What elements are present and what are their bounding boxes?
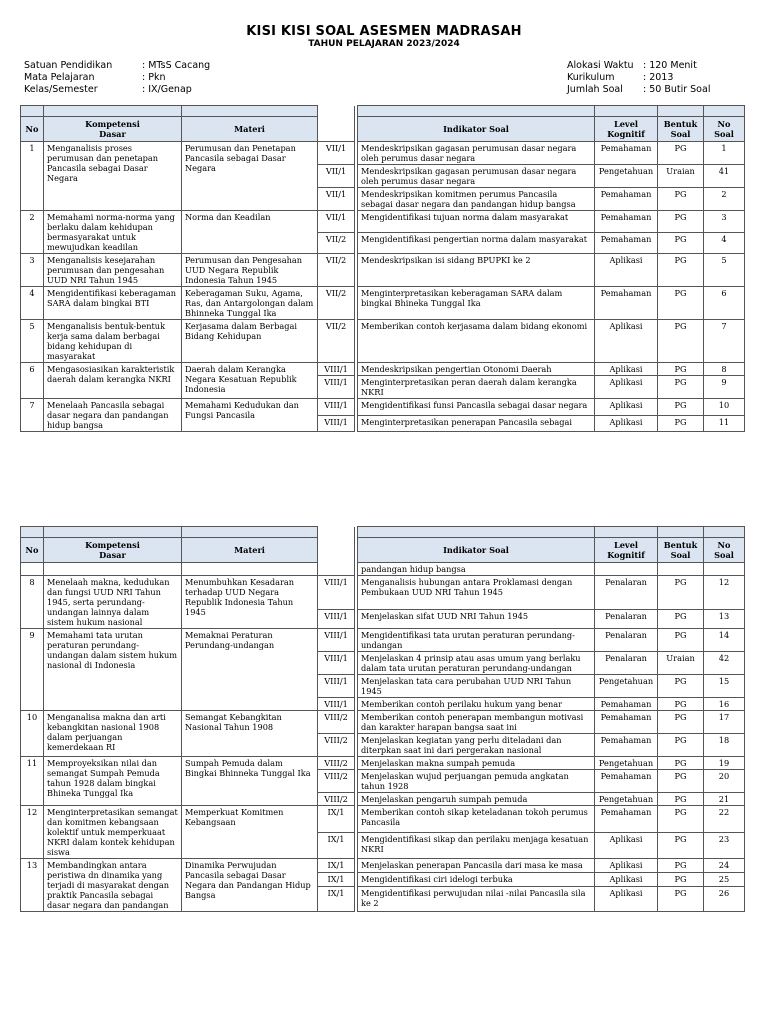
col-header-line: Dasar bbox=[99, 129, 126, 139]
bentuk-soal: PG bbox=[658, 675, 704, 698]
bentuk-soal: Uraian bbox=[658, 652, 704, 675]
level-kognitif: Pemahaman bbox=[595, 232, 658, 254]
meta-info-left bbox=[24, 60, 210, 96]
meta-value: : IX/Genap bbox=[142, 84, 192, 95]
col-header-line: Level bbox=[613, 540, 639, 550]
level-kognitif: Pengetahuan bbox=[595, 793, 658, 806]
bentuk-soal: PG bbox=[658, 376, 704, 399]
kompetensi-dasar: Menganalisis kesejarahan perumusan dan pengesahan UUD NRI Tahun 1945 bbox=[44, 254, 182, 287]
nomor-soal: 14 bbox=[704, 629, 745, 652]
nomor-soal: 8 bbox=[704, 363, 745, 376]
nomor-soal: 4 bbox=[704, 232, 745, 254]
table-header-spacer bbox=[21, 527, 745, 538]
table-row bbox=[21, 142, 745, 165]
kelas-semester: VIII/2 bbox=[318, 734, 355, 757]
materi: Sumpah Pemuda dalam Bingkai Bhinneka Tunggal Ika bbox=[182, 757, 318, 806]
meta-value: : MTsS Cacang bbox=[142, 60, 211, 71]
materi: Dinamika Perwujudan Pancasila sebagai Dasar Negara dan Pandangan Hidup Bangsa bbox=[182, 859, 318, 912]
col-header-line: Kognitif bbox=[607, 550, 645, 560]
bentuk-soal: PG bbox=[658, 399, 704, 416]
kelas-semester: VIII/1 bbox=[318, 363, 355, 376]
col-header-kelas-blank bbox=[318, 117, 355, 142]
kompetensi-dasar: Mengidentifikasi keberagaman SARA dalam bingkai BTI bbox=[44, 287, 182, 320]
indikator-soal: Menjelaskan wujud perjuangan pemuda angkatan tahun 1928 bbox=[358, 770, 595, 793]
indikator-soal: Mengidentifikasi pengertian norma dalam masyarakat bbox=[358, 232, 595, 254]
kompetensi-dasar: Menganalisis bentuk-bentuk kerja sama dalam berbagai bidang kehidupan di masyarakat bbox=[44, 320, 182, 363]
nomor-soal: 1 bbox=[704, 142, 745, 165]
meta-row-alokasi bbox=[567, 60, 710, 72]
nomor-soal: 17 bbox=[704, 711, 745, 734]
level-kognitif: Pemahaman bbox=[595, 211, 658, 233]
bentuk-soal: PG bbox=[658, 832, 704, 859]
col-header-line: Soal bbox=[714, 550, 734, 560]
nomor-soal: 41 bbox=[704, 165, 745, 188]
kelas-semester: VII/1 bbox=[318, 188, 355, 211]
kelas-semester: VII/2 bbox=[318, 232, 355, 254]
kelas-semester: VII/2 bbox=[318, 320, 355, 363]
kelas-semester: VIII/1 bbox=[318, 399, 355, 416]
meta-info-right bbox=[567, 60, 710, 96]
level-kognitif: Pemahaman bbox=[595, 806, 658, 833]
kd-number: 3 bbox=[21, 254, 44, 287]
kompetensi-dasar: Mengasosiasikan karakteristik daerah dalam kerangka NKRI bbox=[44, 363, 182, 399]
materi: Semangat Kebangkitan Nasional Tahun 1908 bbox=[182, 711, 318, 757]
level-kognitif: Aplikasi bbox=[595, 399, 658, 416]
continuation-row bbox=[21, 563, 745, 576]
level-kognitif: Pemahaman bbox=[595, 734, 658, 757]
col-header-line: Dasar bbox=[99, 550, 126, 560]
kd-number: 7 bbox=[21, 399, 44, 432]
col-header-nosoal bbox=[704, 117, 745, 142]
nomor-soal: 12 bbox=[704, 576, 745, 610]
indikator-soal: Mengidentifikasi perwujudan nilai -nilai Pancasila sila ke 2 bbox=[358, 887, 595, 912]
bentuk-soal: Uraian bbox=[658, 165, 704, 188]
level-kognitif: Aplikasi bbox=[595, 376, 658, 399]
kd-number: 9 bbox=[21, 629, 44, 711]
kelas-semester: VIII/1 bbox=[318, 609, 355, 628]
meta-value: : Pkn bbox=[142, 72, 166, 83]
nomor-soal: 11 bbox=[704, 415, 745, 432]
col-header-bentuk bbox=[658, 117, 704, 142]
nomor-soal: 16 bbox=[704, 698, 745, 711]
nomor-soal: 2 bbox=[704, 188, 745, 211]
table-row bbox=[21, 399, 745, 416]
nomor-soal: 24 bbox=[704, 859, 745, 873]
indikator-continuation: pandangan hidup bangsa bbox=[358, 563, 595, 576]
indikator-soal: Mendeskripsikan isi sidang BPUPKI ke 2 bbox=[358, 254, 595, 287]
nomor-soal: 26 bbox=[704, 887, 745, 912]
indikator-soal: Memberikan contoh penerapan membangun motivasi dan karakter harapan bangsa saat ini bbox=[358, 711, 595, 734]
kompetensi-dasar: Menganalisis proses perumusan dan penetapan Pancasila sebagai Dasar Negara bbox=[44, 142, 182, 211]
bentuk-soal: PG bbox=[658, 363, 704, 376]
col-header-materi: Materi bbox=[182, 117, 318, 142]
bentuk-soal: PG bbox=[658, 211, 704, 233]
kd-number: 8 bbox=[21, 576, 44, 629]
kelas-semester: VIII/1 bbox=[318, 652, 355, 675]
indikator-soal: Menganalisis hubungan antara Proklamasi dengan Pembukaan UUD NRI Tahun 1945 bbox=[358, 576, 595, 610]
bentuk-soal: PG bbox=[658, 254, 704, 287]
table-row bbox=[21, 363, 745, 376]
nomor-soal: 15 bbox=[704, 675, 745, 698]
document-subtitle: TAHUN PELAJARAN 2023/2024 bbox=[308, 39, 460, 49]
indikator-soal: Mengidentifikasi tata urutan peraturan perundang-undangan bbox=[358, 629, 595, 652]
kd-number: 6 bbox=[21, 363, 44, 399]
indikator-soal: Menjelaskan penerapan Pancasila dari masa ke masa bbox=[358, 859, 595, 873]
kelas-semester: VIII/2 bbox=[318, 770, 355, 793]
nomor-soal: 13 bbox=[704, 609, 745, 628]
indikator-soal: Menjelaskan 4 prinsip atau asas umum yang berlaku dalam tata urutan peraturan perundang-undangan bbox=[358, 652, 595, 675]
nomor-soal: 42 bbox=[704, 652, 745, 675]
level-kognitif: Pemahaman bbox=[595, 287, 658, 320]
kelas-semester: VIII/1 bbox=[318, 376, 355, 399]
indikator-soal: Memberikan contoh sikap keteladanan tokoh perumus Pancasila bbox=[358, 806, 595, 833]
table-row bbox=[21, 211, 745, 233]
nomor-soal: 6 bbox=[704, 287, 745, 320]
table-row bbox=[21, 859, 745, 873]
bentuk-soal: PG bbox=[658, 873, 704, 887]
meta-row-jumlah bbox=[567, 84, 710, 96]
kelas-semester: VIII/1 bbox=[318, 675, 355, 698]
table-header-row bbox=[21, 117, 745, 142]
bentuk-soal: PG bbox=[658, 859, 704, 873]
nomor-soal: 7 bbox=[704, 320, 745, 363]
indikator-soal: Menginterpretasikan keberagaman SARA dalam bingkai Bhineka Tunggal Ika bbox=[358, 287, 595, 320]
col-header-indikator: Indikator Soal bbox=[358, 538, 595, 563]
bentuk-soal: PG bbox=[658, 415, 704, 432]
materi: Perumusan dan Penetapan Pancasila sebagai Dasar Negara bbox=[182, 142, 318, 211]
col-header-indikator: Indikator Soal bbox=[358, 117, 595, 142]
kelas-semester: VIII/1 bbox=[318, 576, 355, 610]
indikator-soal: Mendeskripsikan komitmen perumus Pancasila sebagai dasar negara dan pandangan hidup bangsa bbox=[358, 188, 595, 211]
kelas-semester: VIII/2 bbox=[318, 757, 355, 770]
meta-row-kurikulum bbox=[567, 72, 710, 84]
kd-number: 1 bbox=[21, 142, 44, 211]
indikator-soal: Memberikan contoh kerjasama dalam bidang ekonomi bbox=[358, 320, 595, 363]
meta-row-kelas bbox=[24, 84, 210, 96]
col-header-nosoal bbox=[704, 538, 745, 563]
kelas-semester: VIII/2 bbox=[318, 711, 355, 734]
level-kognitif: Pemahaman bbox=[595, 698, 658, 711]
indikator-soal: Menjelaskan kegiatan yang perlu diteladani dan diterpkan saat ini dari pergerakan nasional bbox=[358, 734, 595, 757]
kelas-semester: IX/1 bbox=[318, 873, 355, 887]
table-row bbox=[21, 711, 745, 734]
nomor-soal: 10 bbox=[704, 399, 745, 416]
materi: Kerjasama dalam Berbagai Bidang Kehidupan bbox=[182, 320, 318, 363]
nomor-soal: 21 bbox=[704, 793, 745, 806]
table-row bbox=[21, 806, 745, 833]
kompetensi-dasar: Memahami tata urutan peraturan perundang-undangan dalam sistem hukum nasional di Indonesia bbox=[44, 629, 182, 711]
nomor-soal: 9 bbox=[704, 376, 745, 399]
kd-number: 4 bbox=[21, 287, 44, 320]
kd-number: 10 bbox=[21, 711, 44, 757]
level-kognitif: Aplikasi bbox=[595, 254, 658, 287]
indikator-soal: Mendeskripsikan gagasan perumusan dasar negara oleh perumus dasar negara bbox=[358, 142, 595, 165]
nomor-soal: 25 bbox=[704, 873, 745, 887]
kompetensi-dasar: Menelaah makna, kedudukan dan fungsi UUD NRI Tahun 1945, serta perundang-undangan lainnya dalam sistem hukum nasional bbox=[44, 576, 182, 629]
kelas-semester: VII/2 bbox=[318, 287, 355, 320]
col-header-kelas-blank bbox=[318, 538, 355, 563]
table-header-row bbox=[21, 538, 745, 563]
indikator-soal: Menjelaskan pengaruh sumpah pemuda bbox=[358, 793, 595, 806]
nomor-soal: 23 bbox=[704, 832, 745, 859]
bentuk-soal: PG bbox=[658, 698, 704, 711]
table-header-spacer bbox=[21, 106, 745, 117]
indikator-soal: Mendeskripsikan pengertian Otonomi Daerah bbox=[358, 363, 595, 376]
kelas-semester: VIII/1 bbox=[318, 629, 355, 652]
level-kognitif: Aplikasi bbox=[595, 887, 658, 912]
col-header-line: Kompetensi bbox=[85, 540, 140, 550]
bentuk-soal: PG bbox=[658, 629, 704, 652]
col-header-line: Bentuk bbox=[663, 119, 698, 129]
kompetensi-dasar: Memproyeksikan nilai dan semangat Sumpah Pemuda tahun 1928 dalam bingkai Bhineka Tunggal Ika bbox=[44, 757, 182, 806]
meta-value: : 120 Menit bbox=[643, 60, 697, 71]
bentuk-soal: PG bbox=[658, 806, 704, 833]
nomor-soal: 20 bbox=[704, 770, 745, 793]
indikator-soal: Menginterpretasikan peran daerah dalam kerangka NKRI bbox=[358, 376, 595, 399]
col-header-no: No bbox=[21, 117, 44, 142]
col-header-line: No bbox=[717, 119, 731, 129]
kelas-semester: IX/1 bbox=[318, 887, 355, 912]
level-kognitif: Penalaran bbox=[595, 609, 658, 628]
kd-number: 5 bbox=[21, 320, 44, 363]
col-header-line: Bentuk bbox=[663, 540, 698, 550]
bentuk-soal: PG bbox=[658, 734, 704, 757]
materi: Keberagaman Suku, Agama, Ras, dan Antargolongan dalam Bhinneka Tunggal Ika bbox=[182, 287, 318, 320]
level-kognitif: Aplikasi bbox=[595, 832, 658, 859]
kelas-semester: VIII/2 bbox=[318, 793, 355, 806]
kelas-semester: VIII/1 bbox=[318, 415, 355, 432]
table-body bbox=[21, 142, 745, 432]
indikator-soal: Mengidentifikasi sikap dan perilaku menjaga kesatuan NKRI bbox=[358, 832, 595, 859]
meta-key: Mata Pelajaran bbox=[24, 72, 95, 83]
indikator-soal: Mengidentifikasi ciri idelogi terbuka bbox=[358, 873, 595, 887]
meta-key: Kurikulum bbox=[567, 72, 615, 83]
bentuk-soal: PG bbox=[658, 711, 704, 734]
col-header-bentuk bbox=[658, 538, 704, 563]
kisi-table-page-2 bbox=[20, 526, 745, 912]
materi: Memaknai Peraturan Perundang-undangan bbox=[182, 629, 318, 711]
kelas-semester: VII/1 bbox=[318, 211, 355, 233]
nomor-soal: 5 bbox=[704, 254, 745, 287]
meta-row-satuan bbox=[24, 60, 210, 72]
level-kognitif: Aplikasi bbox=[595, 363, 658, 376]
bentuk-soal: PG bbox=[658, 232, 704, 254]
indikator-soal: Menjelaskan sifat UUD NRI Tahun 1945 bbox=[358, 609, 595, 628]
col-header-line: Soal bbox=[670, 129, 691, 139]
meta-key: Satuan Pendidikan bbox=[24, 60, 113, 71]
materi: Memperkuat Komitmen Kebangsaan bbox=[182, 806, 318, 859]
bentuk-soal: PG bbox=[658, 320, 704, 363]
table-row bbox=[21, 254, 745, 287]
level-kognitif: Aplikasi bbox=[595, 320, 658, 363]
level-kognitif: Aplikasi bbox=[595, 859, 658, 873]
nomor-soal: 19 bbox=[704, 757, 745, 770]
level-kognitif: Penalaran bbox=[595, 629, 658, 652]
col-header-line: Kognitif bbox=[607, 129, 645, 139]
kelas-semester: IX/1 bbox=[318, 859, 355, 873]
meta-value: : 2013 bbox=[643, 72, 674, 83]
kompetensi-dasar: Menelaah Pancasila sebagai dasar negara dan pandangan hidup bangsa bbox=[44, 399, 182, 432]
col-header-level bbox=[595, 117, 658, 142]
bentuk-soal: PG bbox=[658, 770, 704, 793]
level-kognitif: Pemahaman bbox=[595, 188, 658, 211]
materi: Norma dan Keadilan bbox=[182, 211, 318, 254]
bentuk-soal: PG bbox=[658, 287, 704, 320]
meta-key: Kelas/Semester bbox=[24, 84, 98, 95]
document-title: KISI KISI SOAL ASESMEN MADRASAH bbox=[246, 24, 522, 39]
table-row bbox=[21, 287, 745, 320]
col-header-line: Level bbox=[613, 119, 639, 129]
bentuk-soal: PG bbox=[658, 576, 704, 610]
col-header-no: No bbox=[21, 538, 44, 563]
col-header-line: Soal bbox=[714, 129, 734, 139]
nomor-soal: 3 bbox=[704, 211, 745, 233]
bentuk-soal: PG bbox=[658, 793, 704, 806]
indikator-soal: Mendeskripsikan gagasan perumusan dasar negara oleh perumus dasar negara bbox=[358, 165, 595, 188]
meta-key: Alokasi Waktu bbox=[567, 60, 634, 71]
kompetensi-dasar: Menginterpretasikan semangat dan komitmen kebangsaan kolektif untuk memperkuaat NKRI dalam kontek kehidupan siswa bbox=[44, 806, 182, 859]
indikator-soal: Mengidentifikasi tujuan norma dalam masyarakat bbox=[358, 211, 595, 233]
indikator-soal: Memberikan contoh perilaku hukum yang benar bbox=[358, 698, 595, 711]
level-kognitif: Pemahaman bbox=[595, 142, 658, 165]
kelas-semester: VII/1 bbox=[318, 142, 355, 165]
table-body bbox=[21, 563, 745, 912]
kd-number: 2 bbox=[21, 211, 44, 254]
indikator-soal: Mengidentifikasi funsi Pancasila sebagai dasar negara bbox=[358, 399, 595, 416]
kd-number: 13 bbox=[21, 859, 44, 912]
indikator-soal: Menginterpretasikan penerapan Pancasila sebagai bbox=[358, 415, 595, 432]
table-row bbox=[21, 757, 745, 770]
kelas-semester: IX/1 bbox=[318, 806, 355, 833]
bentuk-soal: PG bbox=[658, 887, 704, 912]
col-header-line: No bbox=[717, 540, 731, 550]
level-kognitif: Penalaran bbox=[595, 576, 658, 610]
col-header-line: Kompetensi bbox=[85, 119, 140, 129]
level-kognitif: Pengetahuan bbox=[595, 165, 658, 188]
level-kognitif: Aplikasi bbox=[595, 415, 658, 432]
kompetensi-dasar: Menganalisa makna dan arti kebangkitan nasional 1908 dalam perjuangan kemerdekaan RI bbox=[44, 711, 182, 757]
level-kognitif: Pengetahuan bbox=[595, 757, 658, 770]
kd-number: 12 bbox=[21, 806, 44, 859]
meta-value: : 50 Butir Soal bbox=[643, 84, 711, 95]
meta-row-mapel bbox=[24, 72, 210, 84]
bentuk-soal: PG bbox=[658, 757, 704, 770]
col-header-kompetensi bbox=[44, 538, 182, 563]
materi: Perumusan dan Pengesahan UUD Negara Republik Indonesia Tahun 1945 bbox=[182, 254, 318, 287]
materi: Menumbuhkan Kesadaran terhadap UUD Negara Republik Indonesia Tahun 1945 bbox=[182, 576, 318, 629]
kelas-semester: VII/2 bbox=[318, 254, 355, 287]
materi: Memahami Kedudukan dan Fungsi Pancasila bbox=[182, 399, 318, 432]
level-kognitif: Pemahaman bbox=[595, 711, 658, 734]
nomor-soal: 18 bbox=[704, 734, 745, 757]
bentuk-soal: PG bbox=[658, 188, 704, 211]
kelas-semester: VII/1 bbox=[318, 165, 355, 188]
table-row bbox=[21, 576, 745, 610]
level-kognitif: Pemahaman bbox=[595, 770, 658, 793]
table-row bbox=[21, 629, 745, 652]
col-header-materi: Materi bbox=[182, 538, 318, 563]
bentuk-soal: PG bbox=[658, 142, 704, 165]
indikator-soal: Menjelaskan makna sumpah pemuda bbox=[358, 757, 595, 770]
level-kognitif: Penalaran bbox=[595, 652, 658, 675]
kisi-table-page-1 bbox=[20, 105, 745, 432]
bentuk-soal: PG bbox=[658, 609, 704, 628]
meta-key: Jumlah Soal bbox=[567, 84, 623, 95]
kompetensi-dasar: Memahami norma-norma yang berlaku dalam kehidupan bermasyarakat untuk mewujudkan keadilan bbox=[44, 211, 182, 254]
kompetensi-dasar: Membandingkan antara peristiwa dn dinamika yang terjadi di masyarakat dengan praktik Pancasila sebagai dasar negara dan pandangan bbox=[44, 859, 182, 912]
table-row bbox=[21, 320, 745, 363]
nomor-soal: 22 bbox=[704, 806, 745, 833]
level-kognitif: Pengetahuan bbox=[595, 675, 658, 698]
indikator-soal: Menjelaskan tata cara perubahan UUD NRI Tahun 1945 bbox=[358, 675, 595, 698]
kelas-semester: IX/1 bbox=[318, 832, 355, 859]
kelas-semester: VIII/1 bbox=[318, 698, 355, 711]
kd-number: 11 bbox=[21, 757, 44, 806]
col-header-level bbox=[595, 538, 658, 563]
col-header-kompetensi bbox=[44, 117, 182, 142]
level-kognitif: Aplikasi bbox=[595, 873, 658, 887]
col-header-line: Soal bbox=[670, 550, 691, 560]
materi: Daerah dalam Kerangka Negara Kesatuan Republik Indonesia bbox=[182, 363, 318, 399]
